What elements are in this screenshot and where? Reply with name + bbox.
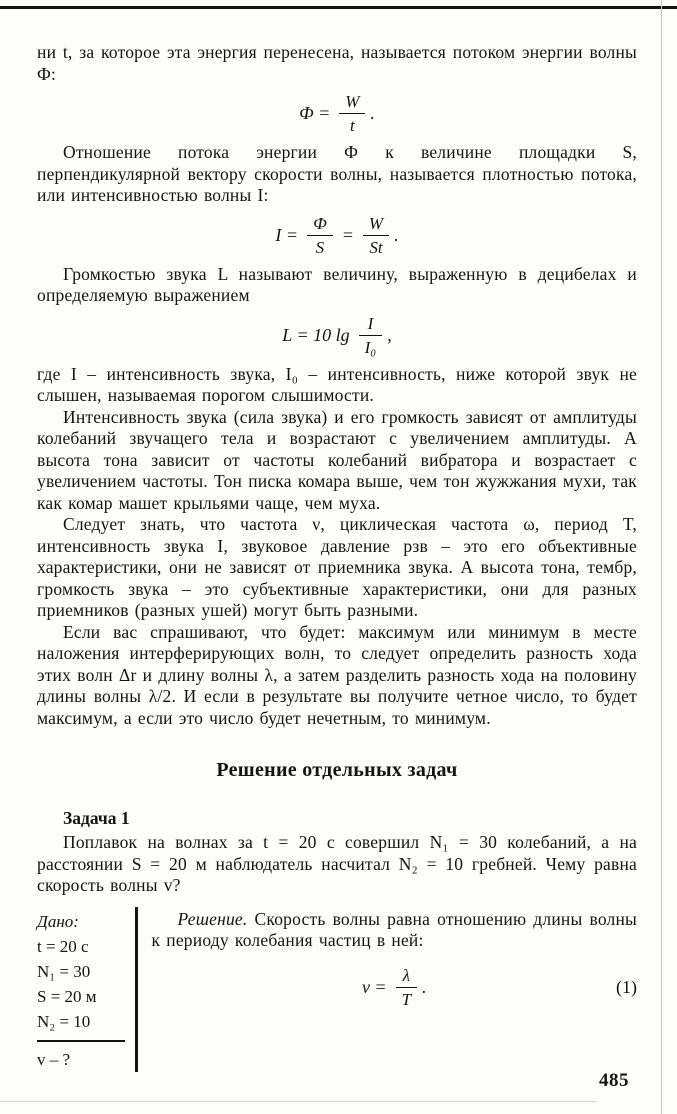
paragraph-interference: Если вас спрашивают, что будет: максимум или минимум в месте наложения интерферирующих волн, то следует определить разность хода этих волн Δr и длину волны λ, а затем разделить разность хода на половину длины волны λ/2. И если в результате вы получите четное число, то будет максимум, а если это число будет нечетным, то минимум. [37,621,637,728]
formula-punct: . [422,976,427,997]
task-title: Задача 1 [63,808,130,828]
fraction [359,314,383,357]
fraction [396,966,417,1009]
solution-block [152,907,638,1072]
given-separator-line [37,1040,125,1042]
fraction-numerator: Ф [307,214,333,236]
solution-paragraph [152,909,638,952]
fraction [363,214,389,257]
formula-punct: , [387,324,392,345]
given-line: t = 20 с [37,936,89,956]
solution-text: Скорость волны равна отношению длины волны к периоду колебания частиц в ней: [151,908,638,950]
given-line: N₂ = 10 [37,1011,91,1031]
paragraph-loudness: Громкостью звука L называют величину, выраженную в децибелах и определяемую выражением [37,263,637,305]
formula-lhs: L = 10 lg [282,324,350,345]
page-content [37,42,637,1072]
formula-lhs: Ф = [299,103,331,123]
vertical-rule [135,907,138,1072]
equation-number: (1) [616,976,637,997]
paragraph-threshold: где I – интенсивность звука, I₀ – интенсивность, ниже которой звук не слышен, называемая порогом слышимости. [37,363,637,405]
given-label: Дано: [37,911,79,931]
given-block [37,907,133,1072]
formula-lhs: I = [275,224,299,245]
solution-label: Решение. [177,908,248,929]
paragraph-energy-flux: ни t, за которое эта энергия перенесена, называется потоком энергии волны Ф: [37,42,637,84]
fraction-numerator: W [363,214,389,236]
paragraph-characteristics: Следует знать, что частота ν, циклическая частота ω, период T, интенсивность звука I, звуковое давление pзв – это его объективные характеристики, они не зависят от приемника звука. А высота тона, тембр, громкость звука – это субъективные характеристики, они для разных приемников (разных ушей) могут быть разными. [37,514,637,620]
section-heading: Решение отдельных задач [216,759,458,781]
page-number: 485 [599,1070,629,1091]
fraction-denominator: T [401,989,412,1009]
paragraph-amplitude: Интенсивность звука (сила звука) и его громкость зависят от амплитуды колебаний звучащего тела и возрастают с увеличением амплитуды. А высота тона зависит от частоты колебаний вибратора и возрастает с увеличением частоты. Тон писка комара выше, чем тон жужжания мухи, так как комар машет крыльями чаще, чем муха. [37,406,637,513]
fraction-denominator: S [315,237,325,257]
formula-lhs: v = [361,976,387,997]
formula-intensity [37,214,637,257]
fraction-numerator: I [359,314,383,336]
scan-top-edge [0,6,677,9]
formula-punct: . [394,224,399,245]
scan-right-edge [661,0,662,1114]
given-solution-block [37,907,637,1072]
fraction [339,92,365,135]
fraction-denominator: t [349,116,355,135]
given-line: S = 20 м [37,986,97,1006]
formula-punct: . [370,103,375,123]
formula-wave-speed [152,966,638,1009]
task-statement: Поплавок на волнах за t = 20 с совершил N₁ = 30 колебаний, а на расстоянии S = 20 м наблюдатель насчитал N₂ = 10 гребней. Чему равна скорость волны v? [37,832,637,895]
scan-bottom-edge [0,1101,596,1102]
fraction [307,214,333,257]
fraction-numerator: W [339,92,365,114]
formula-equals: = [341,224,354,245]
given-find: v – ? [37,1049,71,1069]
formula-energy-flux [37,92,637,135]
fraction-denominator: I₀ [364,337,377,357]
formula-loudness [37,314,637,357]
fraction-denominator: St [369,237,383,257]
given-line: N₁ = 30 [37,961,91,981]
fraction-numerator: λ [396,966,417,988]
paragraph-intensity: Отношение потока энергии Ф к величине площадки S, перпендикулярной вектору скорости волны, называется плотностью потока, или интенсивностью волны I: [37,142,637,205]
